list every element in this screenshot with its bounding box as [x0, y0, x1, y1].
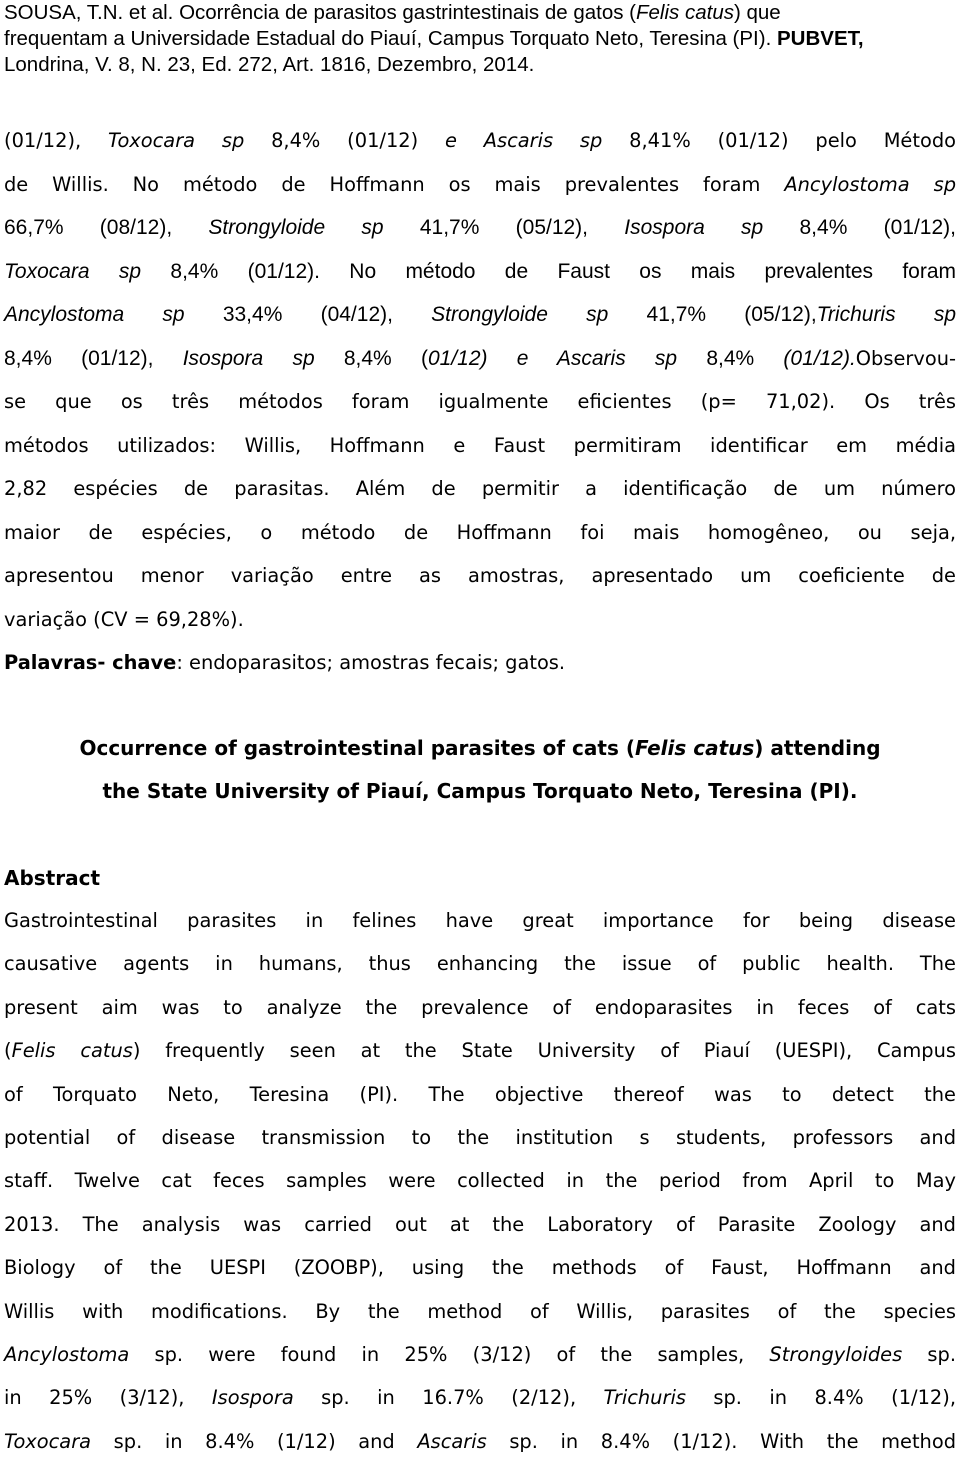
abstract-heading: Abstract	[4, 866, 101, 890]
abstract-body	[4, 899, 956, 1463]
summary-line: 2,82 espécies de parasitas. Além de permitir a identificação de um número	[4, 477, 956, 500]
abstract-line: Gastrointestinal parasites in felines have great importance for being disease	[4, 909, 956, 932]
citation-line-3: Londrina, V. 8, N. 23, Ed. 272, Art. 1816, Dezembro, 2014.	[4, 53, 535, 76]
abstract-line: (Felis catus) frequently seen at the State University of Piauí (UESPI), Campus	[4, 1039, 956, 1063]
summary-line: 8,4% (01/12), Isospora sp 8,4% (01/12) e Ascaris sp 8,4% (01/12).Observou-	[4, 346, 956, 370]
english-title-line-1: Occurrence of gastrointestinal parasites of cats (Felis catus) attending	[79, 736, 881, 760]
summary-line: (01/12), Toxocara sp 8,4% (01/12) e Ascaris sp 8,41% (01/12) pelo Método	[4, 129, 956, 152]
summary-line: se que os três métodos foram igualmente eficientes (p= 71,02). Os três	[4, 390, 956, 413]
citation-header	[4, 0, 956, 78]
abstract-line: present aim was to analyze the prevalence of endoparasites in feces of cats	[4, 995, 956, 1019]
summary-line: 66,7% (08/12), Strongyloide sp 41,7% (05/12), Isospora sp 8,4% (01/12),	[4, 216, 956, 239]
abstract-line: Willis with modifications. By the method of Willis, parasites of the species	[4, 1299, 956, 1323]
summary-line: Ancylostoma sp 33,4% (04/12), Strongyloide sp 41,7% (05/12),Trichuris sp	[4, 303, 956, 326]
abstract-line: in 25% (3/12), Isospora sp. in 16.7% (2/12), Trichuris sp. in 8.4% (1/12),	[4, 1386, 956, 1410]
abstract-line: Ancylostoma sp. were found in 25% (3/12) of the samples, Strongyloides sp.	[4, 1343, 956, 1367]
citation-line-2: frequentam a Universidade Estadual do Piauí, Campus Torquato Neto, Teresina (PI). PUBVET,	[4, 27, 864, 50]
summary-line: apresentou menor variação entre as amostras, apresentado um coeficiente de	[4, 564, 956, 587]
keywords: Palavras- chave: endoparasitos; amostras fecais; gatos.	[4, 651, 566, 674]
citation-line-1: SOUSA, T.N. et al. Ocorrência de parasitos gastrintestinais de gatos (Felis catus) que	[4, 1, 781, 24]
abstract-line: Biology of the UESPI (ZOOBP), using the methods of Faust, Hoffmann and	[4, 1256, 956, 1280]
summary-line: métodos utilizados: Willis, Hoffmann e Faust permitiram identificar em média	[4, 433, 956, 457]
abstract-line: of Torquato Neto, Teresina (PI). The objective thereof was to detect the	[4, 1082, 956, 1106]
abstract-line: staff. Twelve cat feces samples were collected in the period from April to May	[4, 1169, 956, 1193]
summary-line: maior de espécies, o método de Hoffmann foi mais homogêneo, ou seja,	[4, 520, 956, 544]
journal-name: PUBVET,	[776, 27, 864, 50]
abstract-line: Toxocara sp. in 8.4% (1/12) and Ascaris sp. in 8.4% (1/12). With the method	[4, 1429, 957, 1453]
keywords-label: Palavras- chave	[4, 651, 177, 674]
summary-line: Toxocara sp 8,4% (01/12). No método de Faust os mais prevalentes foram	[4, 259, 956, 283]
abstract-line: causative agents in humans, thus enhancing the issue of public health. The	[4, 952, 956, 976]
english-title	[0, 727, 960, 813]
abstract-line: potential of disease transmission to the institution s students, professors and	[4, 1126, 956, 1150]
summary-line: variação (CV = 69,28%).	[4, 607, 244, 631]
summary-line: de Willis. No método de Hoffmann os mais prevalentes foram Ancylostoma sp	[4, 172, 956, 196]
portuguese-summary	[4, 119, 956, 685]
english-title-line-2: the State University of Piauí, Campus Torquato Neto, Teresina (PI).	[102, 779, 858, 803]
abstract-line: 2013. The analysis was carried out at the Laboratory of Parasite Zoology and	[4, 1212, 956, 1236]
